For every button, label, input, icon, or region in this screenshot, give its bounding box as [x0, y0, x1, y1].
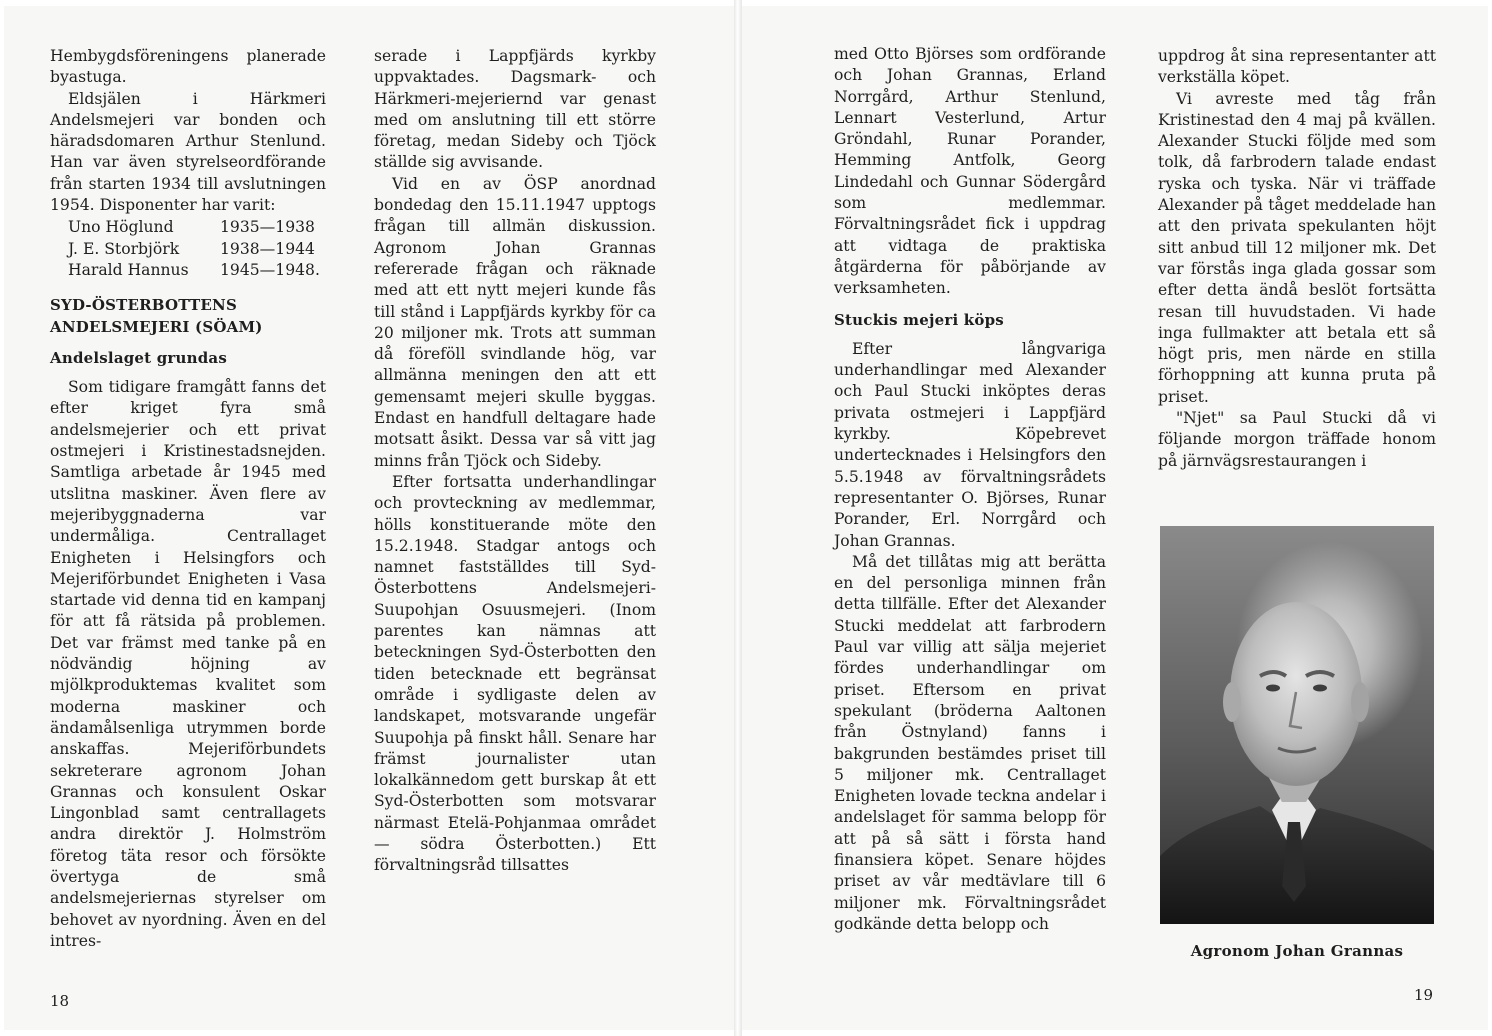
list-item — [68, 217, 320, 238]
portrait-photo — [1160, 526, 1434, 924]
subsection-heading: Andelslaget grundas — [50, 348, 227, 367]
paragraph: med Otto Björses som ordförande och Johan Grannas, Erland Norrgård, Arthur Stenlund, Lennart Vesterlund, Artur Gröndahl, Runar Porander, Hemming Antfolk, Georg Lindedahl och Gunnar Södergård som medlemmar. Förvaltningsrådet fick i uppdrag att vidtaga de praktiska åtgärderna för påbörjande av verksamheten. — [834, 45, 1106, 298]
director-years: 1938—1944 — [220, 239, 315, 258]
portrait-illustration — [1160, 526, 1434, 924]
paragraph: Vi avreste med tåg från Kristinestad den 4 maj på kvällen. Alexander Stucki följde med som tolk, då farbrodern talade endast ryska och tyska. När vi träffade Alexander på tåget meddelade han att den privata spekulanten höjt sitt anbud till 12 miljoner mk. Det var förstås inga glada gossar som efter detta ändå beslöt fortsätta resan till huvudstaden. Vi hade inga fullmakter att betala ett så högt pris, men närde en stilla förhoppning att kunna pruta på priset. — [1158, 89, 1436, 406]
section-heading-line-1: SYD-ÖSTERBOTTENS — [50, 296, 238, 315]
book-gutter — [734, 0, 742, 1036]
right-page-column-1 — [834, 44, 1106, 935]
directors-list — [68, 217, 320, 281]
director-name: Harald Hannus — [68, 260, 189, 279]
paragraph: "Njet" sa Paul Stucki då vi följande morgon träffade honom på järnvägsrestaurangen i — [1158, 409, 1436, 470]
paragraph: uppdrog åt sina representanter att verkställa köpet. — [1158, 47, 1436, 87]
paragraph: Som tidigare framgått fanns det efter kriget fyra små andelsmejerier och ett privat ostmejeri i Kristinestadsnejden. Samtliga arbetade år 1945 med utslitna maskiner. Även flere av mejeribyggnaderna var undermåliga. Centrallaget Enigheten i Helsingfors och Mejeriförbundet Enigheten i Vasa startade vid denna tid en kampanj för att få rätsida på problemen. Det var främst med tanke på en nödvändig höjning av mjölkproduktemas kvalitet som moderna maskiner och ändamålsenliga utrymmen borde anskaffas. Mejeriförbundets sekreterare agronom Johan Grannas och konsulent Oskar Lingonblad samt centrallagets andra direktör J. Holmström företog täta resor och försökte övertyga de små andelsmejeriernas styrelser om behovet av nyordning. Även en del intres- — [50, 378, 326, 950]
section-heading-line-2: ANDELSMEJERI (SÖAM) — [50, 317, 263, 336]
page-number: 18 — [50, 992, 70, 1010]
paragraph: Hembygdsföreningens planerade byastuga. — [50, 47, 326, 87]
section-heading — [50, 295, 326, 338]
paragraph: Eldsjälen i Härkmeri Andelsmejeri var bonden och häradsdomaren Arthur Stenlund. Han var även styrelseordförande från starten 1934 till avslutningen 1954. Disponenter har varit: — [50, 89, 326, 215]
paragraph: Må det tillåtas mig att berätta en del personliga minnen från detta tillfälle. Efter det Alexander Stucki meddelat att farbrodern Paul var villig att sälja mejeriet fördes underhandlingar om priset. Eftersom en privat spekulant (bröderna Aaltonen från Östnyland) fanns i bakgrunden bestämdes priset till 5 miljoner mk. Centrallaget Enigheten lovade teckna andelar i andelslaget för samma belopp för att på så sätt i första hand finansiera köpet. Senare höjdes priset av vår medtävlare till 6 miljoner mk. Förvaltningsrådet godkände detta belopp och — [834, 552, 1106, 933]
list-item — [68, 239, 320, 260]
paragraph: Efter långvariga underhandlingar med Alexander och Paul Stucki inköptes deras privata ostmejeri i Lappfjärd kyrkby. Köpebrevet undertecknades i Helsingfors den 5.5.1948 av förvaltningsrådets representanter O. Björses, Runar Porander, Erl. Norrgård och Johan Grannas. — [834, 339, 1106, 550]
right-page-column-2 — [1158, 46, 1436, 472]
left-page-column-2 — [374, 46, 656, 877]
paragraph: Efter fortsatta underhandlingar och provteckning av medlemmar, hölls konstituerande möte den 15.2.1948. Stadgar antogs och namnet fastställdes till Syd-Österbottens Andelsmejeri-Suupohjan Osuusmejeri. (Inom parentes kan nämnas att beteckningen Syd-Österbotten den tiden betecknade ett begränsat område i sydligaste delen av landskapet, motsvarande ungefär Suupohja på finskt håll. Senare har främst journalister utan lokalkännedom gett burskap åt ett Syd-Österbotten som motsvarar närmast Etelä-Pohjanmaa området — södra Österbotten.) Ett förvaltningsråd tillsattes — [374, 472, 656, 875]
paragraph: Vid en av ÖSP anordnad bondedag den 15.11.1947 upptogs frågan till allmän diskussion. Agronom Johan Grannas refererade frågan och räknade med att ett nytt mejeri kunde fås till stånd i Lappfjärds kyrkby för ca 20 miljoner mk. Trots att summan då föreföll svindlande hög, var allmänna meningen den att ett gemensamt mejeri skulle byggas. Endast en handfull deltagare hade motsatt åsikt. Dessa var så vitt jag minns från Tjöck och Sideby. — [374, 174, 656, 470]
left-page — [4, 6, 734, 1030]
photo-caption: Agronom Johan Grannas — [1190, 942, 1404, 960]
director-years: 1945—1948. — [220, 260, 320, 279]
right-page — [742, 6, 1488, 1030]
left-page-column-1 — [50, 46, 326, 952]
director-years: 1935—1938 — [220, 218, 315, 237]
director-name: Uno Höglund — [68, 218, 174, 237]
list-item — [68, 260, 320, 281]
director-name: J. E. Storbjörk — [68, 239, 180, 258]
paragraph: serade i Lappfjärds kyrkby uppvaktades. Dagsmark- och Härkmeri-mejeriernd var genast med om anslutning till ett större företag, medan Sideby och Tjöck ställde sig avvisande. — [374, 47, 656, 172]
page-number: 19 — [1414, 986, 1434, 1004]
subsection-heading: Stuckis mejeri köps — [834, 310, 1004, 329]
